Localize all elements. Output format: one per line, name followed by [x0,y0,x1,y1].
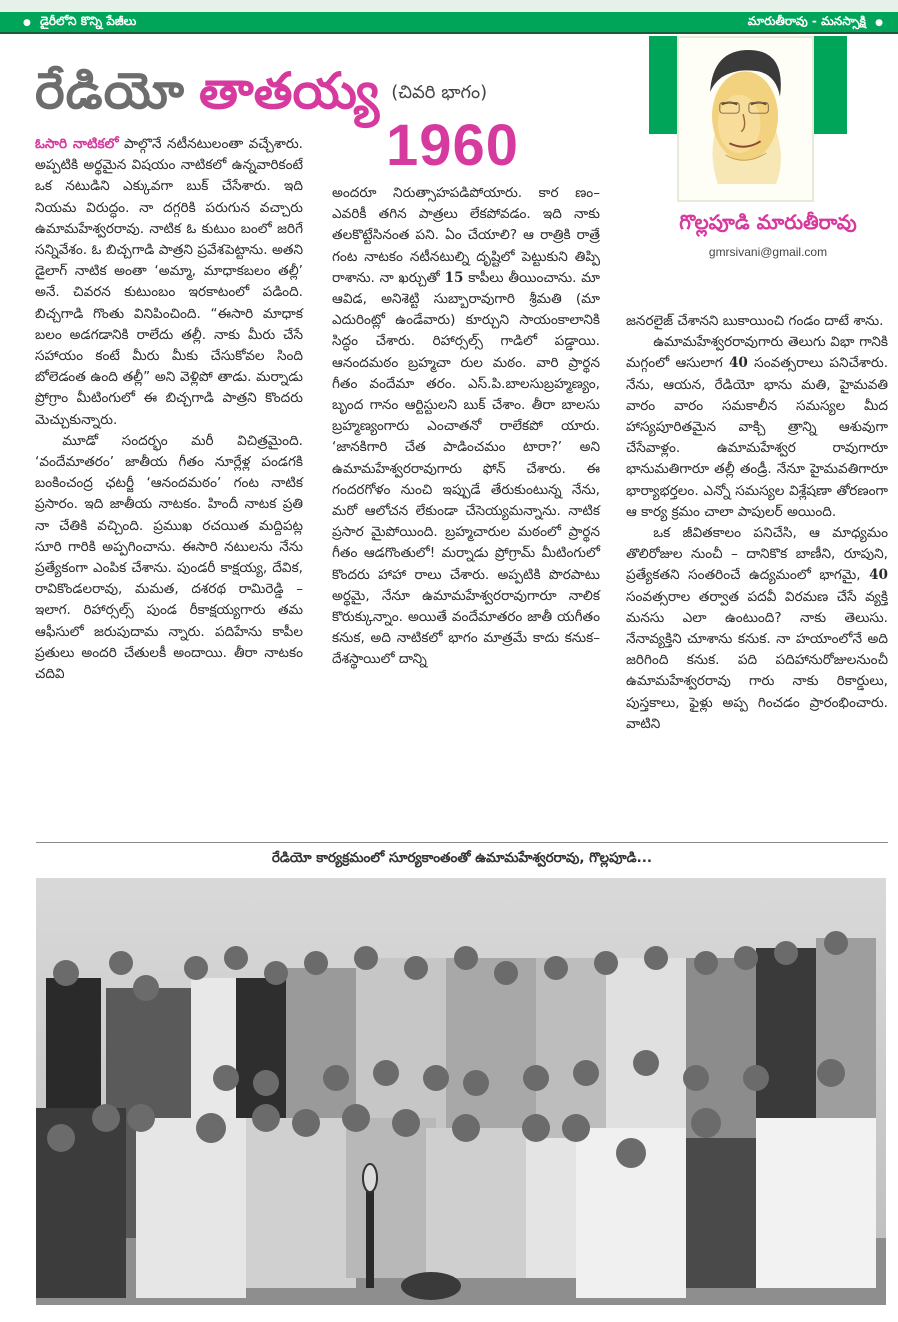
paragraph [626,332,888,523]
paragraph: జనరలైజ్ చేశానని బుకాయించి గండం దాటే శాను. [626,313,884,329]
photo-caption: రేడియో కార్యక్రమంలో సూర్యకాంతంతో ఉమామహేశ్వరరావు, గొల్లపూడి... [271,850,653,866]
section-title-right: మారుతీరావు - మనస్సాక్షి [747,13,866,28]
article-column-3 [626,311,888,735]
title-part-2: తాతయ్య [199,62,380,120]
caption-divider [36,842,888,843]
paragraph-text: ఒక జీవితకాలం పనిచేసి, ఆ మాధ్యమం తొలిరోజుల నుంచీ – దానికొక బాణీని, రూపుని, ప్రత్యేకతని సంతరించే ఉద్యమంలో భాగమై, [626,525,888,584]
decorative-green-bar-right [814,36,847,134]
paragraph-text: అందరూ నిరుత్సాహపడిపోయారు. కార ణం– ఎవరికీ తగిన పాత్రలు లేకపోవడం. ఇది నాకు తలకొట్టేసినంత పని. ఏం చేయాలి? ఆ రాత్రికి రాత్రే గంట నాటకం నటీనటుల్ని దృష్టిలో పెట్టుకుని తిప్పి రాశాను. నా ఖర్చుతో [332,185,600,286]
lead-in: ఓసారి నాటికలో [35,136,119,152]
paragraph [35,134,303,431]
paragraph-text: కాపీలు తీయించాను. మా ఆవిడ, అనిశెట్టి సుబ్బారావుగారి శ్రీమతి (మా ఎదురింట్లో ఉండేవారు) కూర్చుని సాయంకాలానికి సిద్ధం చేశారు. రిహార్సల్స్ గాడిలో పడ్డాయి. ఆనందమఠం బ్రహ్మచా రుల మఠం. వారి ప్రార్థన గీతం వందేమా తరం. ఎస్.పి.బాలసుబ్రహ్మణ్యం, బృంద గానం ఆర్టిస్టులని బుక్ చేశాం. తీరా బాలసు బ్రహ్మణ్యంగారు ఎంచాతనో రాలేకపో యారు. ‘జానకిగారి చేత పాడించమం టారా?’ అని ఉమామహేశ్వరరావుగారు ఫోన్ చేశారు. ఈ గందరగోళం నుంచి ఇప్పుడే తేరుకుంటున్న నేను, మరో ఆలోచన లేకుండా చేసెయ్యమన్నాను. నాటిక ప్రసార మైపోయింది. బ్రహ్మచారుల మఠంలో ప్రార్థన గీతం ఆడగొంతులో! మర్నాడు ప్రోగ్రామ్ మీటింగులో కొందరు హాహా రాలు చేశారు. అప్పటికి పొరపాటు అర్థమై, నేనూ ఉమామహేశ్వరరావుగారూ నాలిక కొరుక్కున్నాం. అయితే వందేమాతరం జాతీ యగీతం కనుక, అది నాటికలో భాగం మాత్రమే కాదు కనుక– దేశస్థాయిలో దాన్ని [332,269,600,668]
paragraph [332,183,600,671]
paragraph-text: పాల్గొనే నటీనటులంతా వచ్చేశారు. అప్పటికి అర్థమైన విషయం నాటికలో ఉన్నవారికంటే ఒక నటుడిని ఎక్కువగా బుక్ చేసేశారు. ఇది నియమ విరుద్ధం. నా దగ్గరికి పరుగున వచ్చారు ఉమామహేశ్వరరావు. నాటిక ఓ కుటుం బంలో జరిగే సన్నివేశం. ఓ బిచ్చగాడి పాత్రని ప్రవేశపెట్టాను. అతని డైలాగ్ నాటిక అంతా ‘అమ్మా, మాధాకబలం తల్లీ’ అనే. చివరన కుటుంబం ఇరకాటంలో పడింది. బిచ్చగాడి గొంతు వినిపించింది. “ఈసారి మాధాక బలం అడగడానికి రాలేదు తల్లీ. నాకు మీరు చేసే సహాయం కంటే మీరు మీకు చేసుకోవల సింది బోలెడంత ఉంది తల్లీ” అని వెళ్లిపో తాడు. మర్నాడు ప్రోగ్రాం మీటింగులో ఈ బిచ్చగాడి పాత్రని కొందరు మెచ్చుకున్నారు. [35,136,303,428]
number-highlight: 15 [444,269,464,286]
paragraph-text: ఉమామహేశ్వరరావుగారు తెలుగు విభా గానికి మగ్గంలో ఆసులాగ [626,334,888,372]
year-label: 1960 [386,113,520,178]
top-strip [0,0,898,12]
number-highlight: 40 [869,567,888,584]
bullet-icon: ● [23,17,31,28]
paragraph: మూడో సందర్భం మరీ విచిత్రమైంది. ‘వందేమాతరం’ జాతీయ గీతం నూర్లేళ్ల పండగకి బంకించంద్ర ఛటర్జీ ‘ఆనందమఠం’ గంట నాటిక ప్రసారం. ఇది జాతీయ నాటకం. హిందీ నాటక ప్రతి నా చేతికి వచ్చింది. ప్రముఖ రచయిత మద్దిపట్ల సూరి గారికి అప్పగించాను. ఈసారి నటులను నేను ప్రత్యేకంగా ఎంపిక చేశాను. పుండరీ కాక్షయ్య, దేవిక, రావికొండలరావు, మమత, దశరథ రామిరెడ్డి – ఇలాగ. రిహార్సల్స్ పుండ రీకాక్షయ్యగారు తమ ఆఫీసులో జరుపుదామ న్నారు. పదిహేను కాపీల ప్రతులు అందరి చేతులకీ అందాయి. తీరా నాటకం చదివి [35,432,303,683]
paragraph-text: సంవత్సరాల తర్వాత పదవీ విరమణ చేసే వ్యక్తి మనసు ఎలా ఉంటుంది? నాకు తెలుసు. నేనావ్యక్తిని చూశాను కనుక. నా హయాంలోనే అది జరిగింది కనుక. పది పదిహానురోజులనుంచీ ఉమామహేశ్వరరావు గారు నాకు రికార్డులు, పుస్తకాలు, ఫైళ్లు అప్ప గించడం ప్రారంభించారు. వాటిని [626,588,888,732]
group-photo-image-icon [36,878,886,1305]
section-header-left [18,14,136,31]
decorative-green-bar-left [649,36,677,134]
number-highlight: 40 [728,355,748,372]
section-title-left: డైరీలోని కొన్ని పేజీలు [40,13,137,28]
title-part-1: రేడియో [35,62,185,120]
section-header [0,12,898,34]
bullet-icon: ● [875,17,883,28]
author-byline [648,210,888,259]
section-header-right [748,14,888,31]
paragraph-text: సంవత్సరాలు పనిచేశారు. నేను, ఆయన, రేడియో భాను మతి, హైమవతి వారం వారం సమకాలీన సమస్యల మీద హాస్యపూరితమైన వాక్చి త్రాన్ని ఆశువుగా చేసేవాళ్లం. ఉమామహేశ్వర రావుగారూ భానుమతిగారూ తల్లీ తండ్రీ. నేనూ హైమవతిగారూ భార్యాభర్తలం. ఎన్నో సమస్యల విశ్లేషణా తోరణంగా ఆ కార్య క్రమం చాలా పాపులర్ అయింది. [626,355,889,520]
portrait-sketch-icon [679,38,812,200]
author-name: గొల్లపూడి మారుతీరావు [679,210,857,234]
author-portrait [677,36,814,202]
title-subtitle: (చివరి భాగం) [391,82,488,103]
author-email[interactable]: gmrsivani@gmail.com [708,245,828,259]
article-column-2 [332,183,600,671]
group-photo [36,878,886,1305]
article-column-1 [35,134,303,685]
paragraph [626,523,888,735]
